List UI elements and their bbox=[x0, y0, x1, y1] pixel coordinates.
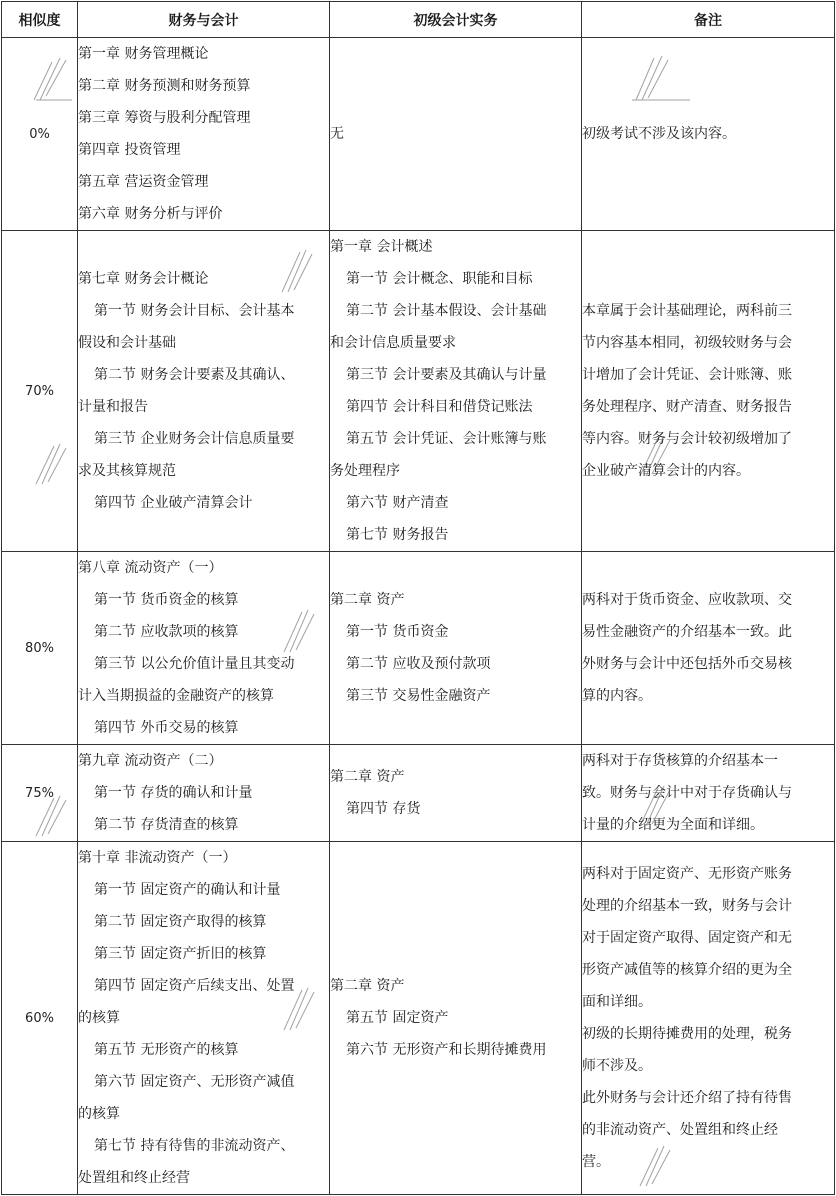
text-line: 面和详细。 bbox=[582, 994, 652, 1010]
comparison-table bbox=[1, 1, 835, 1195]
text-line: 第三节 会计要素及其确认与计量 bbox=[346, 367, 547, 383]
text-line: 务处理程序、财产清查、财务报告 bbox=[582, 399, 792, 415]
col-finance-accounting-cell bbox=[78, 231, 330, 552]
text-line: 易性金融资产的介绍基本一致。此 bbox=[582, 624, 792, 640]
header-junior-accounting: 初级会计实务 bbox=[330, 2, 582, 38]
cell-lines bbox=[582, 858, 834, 1178]
text-line: 第六节 固定资产、无形资产减值 bbox=[94, 1074, 295, 1090]
text-line: 假设和会计基础 bbox=[78, 335, 176, 351]
cell-lines bbox=[78, 842, 329, 1194]
text-line: 处理的介绍基本一致，财务与会计 bbox=[582, 898, 792, 914]
text-line: 第四节 固定资产后续支出、处置 bbox=[94, 978, 295, 994]
col-finance-accounting-cell bbox=[78, 745, 330, 842]
text-line: 第二节 财务会计要素及其确认、 bbox=[94, 367, 295, 383]
text-line: 第二节 应收款项的核算 bbox=[94, 624, 239, 640]
text-line: 第一节 存货的确认和计量 bbox=[94, 785, 253, 801]
text-line: 第三节 固定资产折旧的核算 bbox=[94, 946, 267, 962]
text-line: 求及其核算规范 bbox=[78, 463, 176, 479]
text-line: 第四节 存货 bbox=[346, 801, 421, 817]
text-line: 第二章 资产 bbox=[330, 769, 405, 785]
table-row bbox=[2, 38, 835, 231]
cell-lines bbox=[330, 761, 581, 825]
text-line: 第二章 财务预测和财务预算 bbox=[78, 78, 251, 94]
text-line: 形资产减值等的核算介绍的更为全 bbox=[582, 962, 792, 978]
col-finance-accounting-cell bbox=[78, 842, 330, 1195]
text-line: 第七节 持有待售的非流动资产、 bbox=[94, 1138, 295, 1154]
text-line: 处置组和终止经营 bbox=[78, 1170, 190, 1186]
col-notes-cell bbox=[582, 842, 835, 1195]
text-line: 第七章 财务会计概论 bbox=[78, 271, 209, 287]
text-line: 外财务与会计中还包括外币交易核 bbox=[582, 656, 792, 672]
cell-lines bbox=[582, 118, 834, 150]
text-line: 第一节 货币资金的核算 bbox=[94, 592, 239, 608]
cell-lines bbox=[330, 231, 581, 551]
text-line: 第二节 存货清查的核算 bbox=[94, 817, 239, 833]
text-line: 第六节 财产清查 bbox=[346, 495, 449, 511]
text-line: 第一节 财务会计目标、会计基本 bbox=[94, 303, 295, 319]
text-line: 等内容。财务与会计较初级增加了 bbox=[582, 431, 792, 447]
header-row bbox=[2, 2, 835, 38]
text-line: 初级的长期待摊费用的处理，税务 bbox=[582, 1026, 792, 1042]
text-line: 第八章 流动资产（一） bbox=[78, 560, 223, 576]
header-finance-accounting: 财务与会计 bbox=[78, 2, 330, 38]
col-junior-accounting-cell bbox=[330, 552, 582, 745]
text-line: 计增加了会计凭证、会计账簿、账 bbox=[582, 367, 792, 383]
text-line: 第二章 资产 bbox=[330, 978, 405, 994]
similarity-cell: 60% bbox=[2, 842, 78, 1195]
col-notes-cell bbox=[582, 38, 835, 231]
text-line: 第六章 财务分析与评价 bbox=[78, 206, 223, 222]
table-row bbox=[2, 842, 835, 1195]
text-line: 第四节 会计科目和借贷记账法 bbox=[346, 399, 533, 415]
col-notes-cell bbox=[582, 745, 835, 842]
text-line: 第一节 固定资产的确认和计量 bbox=[94, 882, 281, 898]
text-line: 企业破产清算会计的内容。 bbox=[582, 463, 750, 479]
table-row bbox=[2, 745, 835, 842]
text-line: 两科对于货币资金、应收款项、交 bbox=[582, 592, 792, 608]
col-junior-accounting-cell bbox=[330, 38, 582, 231]
col-junior-accounting-cell bbox=[330, 231, 582, 552]
text-line: 师不涉及。 bbox=[582, 1058, 652, 1074]
text-line: 第二节 固定资产取得的核算 bbox=[94, 914, 267, 930]
cell-lines bbox=[78, 38, 329, 230]
text-line: 计入当期损益的金融资产的核算 bbox=[78, 688, 274, 704]
text-line: 第三节 以公允价值计量且其变动 bbox=[94, 656, 295, 672]
text-line: 第四节 企业破产清算会计 bbox=[94, 495, 253, 511]
col-finance-accounting-cell bbox=[78, 552, 330, 745]
text-line: 第三节 企业财务会计信息质量要 bbox=[94, 431, 295, 447]
similarity-cell: 0% bbox=[2, 38, 78, 231]
cell-lines bbox=[582, 745, 834, 841]
text-line: 此外财务与会计还介绍了持有待售 bbox=[582, 1090, 792, 1106]
table-row bbox=[2, 552, 835, 745]
text-line: 营。 bbox=[582, 1154, 610, 1170]
text-line: 本章属于会计基础理论，两科前三 bbox=[582, 303, 792, 319]
text-line: 计量和报告 bbox=[78, 399, 148, 415]
text-line: 计量的介绍更为全面和详细。 bbox=[582, 817, 764, 833]
text-line: 第二节 会计基本假设、会计基础 bbox=[346, 303, 547, 319]
text-line: 第三节 交易性金融资产 bbox=[346, 688, 491, 704]
text-line: 两科对于存货核算的介绍基本一 bbox=[582, 753, 778, 769]
text-line: 节内容基本相同，初级较财务与会 bbox=[582, 335, 792, 351]
text-line: 的核算 bbox=[78, 1106, 120, 1122]
col-notes-cell bbox=[582, 231, 835, 552]
text-line: 的核算 bbox=[78, 1010, 120, 1026]
text-line: 第二节 应收及预付款项 bbox=[346, 656, 491, 672]
cell-lines bbox=[330, 970, 581, 1066]
text-line: 第一节 会计概念、职能和目标 bbox=[346, 271, 533, 287]
text-line: 第一章 财务管理概论 bbox=[78, 46, 209, 62]
text-line: 第四节 外币交易的核算 bbox=[94, 720, 239, 736]
text-line: 第一章 会计概述 bbox=[330, 239, 433, 255]
text-line: 算的内容。 bbox=[582, 688, 652, 704]
text-line: 第五节 会计凭证、会计账簿与账 bbox=[346, 431, 547, 447]
cell-lines bbox=[78, 745, 329, 841]
cell-lines bbox=[582, 295, 834, 487]
text-line: 对于固定资产取得、固定资产和无 bbox=[582, 930, 792, 946]
col-junior-accounting-cell bbox=[330, 745, 582, 842]
text-line: 和会计信息质量要求 bbox=[330, 335, 456, 351]
cell-lines bbox=[330, 584, 581, 712]
header-similarity: 相似度 bbox=[2, 2, 78, 38]
text-line: 第五节 无形资产的核算 bbox=[94, 1042, 239, 1058]
text-line: 初级考试不涉及该内容。 bbox=[582, 126, 736, 142]
similarity-cell: 70% bbox=[2, 231, 78, 552]
cell-lines bbox=[78, 263, 329, 519]
text-line: 第二章 资产 bbox=[330, 592, 405, 608]
text-line: 第一节 货币资金 bbox=[346, 624, 449, 640]
text-line: 务处理程序 bbox=[330, 463, 400, 479]
similarity-cell: 75% bbox=[2, 745, 78, 842]
text-line: 第五章 营运资金管理 bbox=[78, 174, 209, 190]
text-line: 第十章 非流动资产（一） bbox=[78, 850, 237, 866]
cell-lines bbox=[582, 584, 834, 712]
text-line: 第六节 无形资产和长期待摊费用 bbox=[346, 1042, 547, 1058]
text-line: 第五节 固定资产 bbox=[346, 1010, 449, 1026]
cell-lines bbox=[330, 118, 581, 150]
table-row bbox=[2, 231, 835, 552]
text-line: 的非流动资产、处置组和终止经 bbox=[582, 1122, 778, 1138]
col-finance-accounting-cell bbox=[78, 38, 330, 231]
text-line: 第三章 筹资与股利分配管理 bbox=[78, 110, 251, 126]
header-notes: 备注 bbox=[582, 2, 835, 38]
text-line: 第四章 投资管理 bbox=[78, 142, 181, 158]
cell-lines bbox=[78, 552, 329, 744]
text-line: 两科对于固定资产、无形资产账务 bbox=[582, 866, 792, 882]
text-line: 无 bbox=[330, 126, 344, 142]
text-line: 第九章 流动资产（二） bbox=[78, 753, 223, 769]
text-line: 第七节 财务报告 bbox=[346, 527, 449, 543]
col-junior-accounting-cell bbox=[330, 842, 582, 1195]
col-notes-cell bbox=[582, 552, 835, 745]
similarity-cell: 80% bbox=[2, 552, 78, 745]
text-line: 致。财务与会计中对于存货确认与 bbox=[582, 785, 792, 801]
